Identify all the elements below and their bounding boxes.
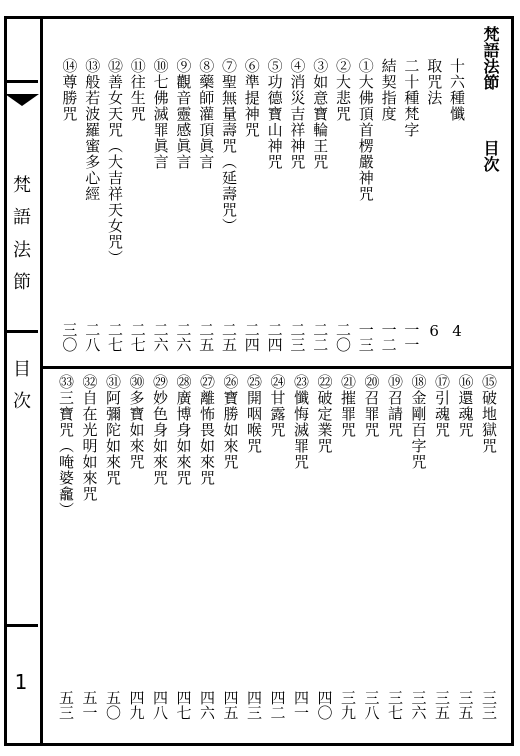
toc-entry[interactable] xyxy=(195,58,217,318)
toc-entry[interactable] xyxy=(58,58,80,318)
toc-entry[interactable] xyxy=(126,374,148,674)
toc-entry-title: ㉙妙色身如來咒 xyxy=(151,374,169,486)
toc-entry-title: ⑭尊勝咒 xyxy=(60,58,79,122)
toc-page-number: 四三 xyxy=(245,690,263,720)
toc-entry-title: ⑤功德寶山神咒 xyxy=(265,58,284,170)
toc-page-number: 三七 xyxy=(386,690,404,720)
toc-page-number: 四七 xyxy=(174,690,193,720)
toc-entry-title: 十六種懺 xyxy=(448,58,466,122)
toc-page-number: 一三 xyxy=(356,322,375,352)
toc-entry-title: ④消災吉祥神咒 xyxy=(288,58,307,170)
toc-page-number: 五一 xyxy=(80,690,99,720)
toc-page-number: 二〇 xyxy=(334,322,352,352)
toc-page-number: 4 xyxy=(448,322,466,340)
toc-page-number: 二七 xyxy=(106,322,124,352)
toc-page-number: 三〇 xyxy=(60,322,79,352)
toc-page-number: 二六 xyxy=(151,322,170,352)
toc-entry[interactable] xyxy=(102,374,124,674)
toc-entry-title: ㉜自在光明如來咒 xyxy=(80,374,99,502)
margin-bar-top xyxy=(6,80,38,83)
toc-entry-title: ①大佛頂首楞嚴神咒 xyxy=(356,58,375,202)
toc-entry-title: ⑨觀音靈感眞言 xyxy=(174,58,193,170)
margin-divider xyxy=(40,16,43,746)
toc-page-number: 6 xyxy=(425,322,444,340)
toc-entry-title: ⑯還魂咒 xyxy=(456,374,475,438)
toc-entry[interactable] xyxy=(55,374,77,674)
toc-entry-title: ⑧藥師灌頂眞言 xyxy=(197,58,216,170)
toc-entry[interactable] xyxy=(355,58,377,318)
toc-entry-title: ⑱金剛百字咒 xyxy=(409,374,428,470)
toc-entry-title: ㉚多寶如來咒 xyxy=(127,374,146,470)
toc-entry-title: ⑰引魂咒 xyxy=(433,374,451,438)
toc-page-number: 一一 xyxy=(402,322,421,352)
margin-bar-mid xyxy=(6,330,38,333)
toc-entry[interactable] xyxy=(220,374,242,674)
toc-entry-title: ⑮破地獄咒 xyxy=(480,374,498,454)
toc-entry-title: ⑥準提神咒 xyxy=(242,58,261,138)
toc-page-number: 一二 xyxy=(379,322,398,352)
toc-entry[interactable] xyxy=(149,374,171,674)
toc-page-number: 二八 xyxy=(83,322,102,352)
toc-page-number: 四九 xyxy=(127,690,146,720)
toc-entry[interactable] xyxy=(384,374,406,674)
toc-entry[interactable] xyxy=(400,58,422,318)
toc-entry[interactable] xyxy=(264,58,286,318)
toc-entry-title: ②大悲咒 xyxy=(334,58,352,122)
toc-entry[interactable] xyxy=(314,374,336,674)
toc-entry[interactable] xyxy=(431,374,453,674)
toc-entry-title: ㉖寶勝如來咒 xyxy=(221,374,240,470)
toc-entry[interactable] xyxy=(218,58,240,318)
toc-page-number: 三六 xyxy=(409,690,428,720)
margin-section-title: 目次 xyxy=(13,359,31,413)
toc-entry-title: ㉒破定業咒 xyxy=(315,374,334,454)
toc-entry[interactable] xyxy=(286,58,308,318)
toc-page-number: 二四 xyxy=(265,322,284,352)
toc-entry-title: ⑦聖無量壽咒（延壽咒） xyxy=(220,58,238,234)
section-divider xyxy=(40,366,514,369)
margin-bar-bottom xyxy=(6,624,38,627)
book-heading: 梵語法節 xyxy=(481,26,500,90)
toc-entry[interactable] xyxy=(361,374,383,674)
toc-entry[interactable] xyxy=(290,374,312,674)
toc-entry-title: ⑪往生咒 xyxy=(128,58,147,122)
toc-entry-title: ㉗離怖畏如來咒 xyxy=(198,374,216,486)
toc-page-number: 五三 xyxy=(57,690,75,720)
toc-page-number: 二五 xyxy=(197,322,216,352)
toc-entry-title: 結契指度 xyxy=(379,58,398,122)
toc-page-number: 二三 xyxy=(288,322,307,352)
toc-page-number: 四五 xyxy=(221,690,240,720)
toc-entry[interactable] xyxy=(243,374,265,674)
toc-entry[interactable] xyxy=(267,374,289,674)
toc-entry[interactable] xyxy=(378,58,400,318)
toc-heading: 目次 xyxy=(481,140,500,172)
toc-entry-title: ⑲召請咒 xyxy=(386,374,404,438)
toc-page-number: 四一 xyxy=(292,690,310,720)
toc-entry-title: ㉑摧罪咒 xyxy=(339,374,357,438)
toc-entry[interactable] xyxy=(173,374,195,674)
toc-entry[interactable] xyxy=(150,58,172,318)
toc-entry-title: ⑳召罪咒 xyxy=(362,374,381,438)
toc-entry[interactable] xyxy=(332,58,354,318)
toc-page-number: 四二 xyxy=(268,690,287,720)
toc-entry-title: ㉔甘露咒 xyxy=(268,374,287,438)
toc-entry[interactable] xyxy=(423,58,445,318)
toc-page-number: 三八 xyxy=(362,690,381,720)
toc-page-number: 三三 xyxy=(480,690,498,720)
toc-entry-title: ⑫善女天咒（大吉祥天女咒） xyxy=(106,58,124,266)
toc-page-number: 四八 xyxy=(151,690,169,720)
toc-entry-title: ㉓懺悔滅罪咒 xyxy=(292,374,310,470)
toc-entry[interactable] xyxy=(79,374,101,674)
toc-entry[interactable] xyxy=(81,58,103,318)
toc-entry-title: ㉛阿彌陀如來咒 xyxy=(104,374,122,486)
toc-entry[interactable] xyxy=(408,374,430,674)
toc-entry-title: ㉕開咽喉咒 xyxy=(245,374,263,454)
toc-entry[interactable] xyxy=(196,374,218,674)
toc-entry[interactable] xyxy=(104,58,126,318)
toc-entry[interactable] xyxy=(478,374,500,674)
toc-entry[interactable] xyxy=(455,374,477,674)
toc-page-number: 三五 xyxy=(433,690,451,720)
toc-page-number: 三五 xyxy=(456,690,475,720)
toc-entry[interactable] xyxy=(127,58,149,318)
toc-entry-title: ⑩七佛滅罪眞言 xyxy=(151,58,170,170)
toc-page-number: 二二 xyxy=(311,322,330,352)
margin-book-title: 梵語法節 xyxy=(13,175,31,294)
toc-entry[interactable] xyxy=(172,58,194,318)
toc-entry[interactable] xyxy=(241,58,263,318)
toc-page-number: 五〇 xyxy=(104,690,122,720)
toc-page-number: 三九 xyxy=(339,690,357,720)
toc-entry-title: 取咒法 xyxy=(425,58,444,106)
toc-entry-title: ㉝三寶咒（唵婆龕） xyxy=(57,374,75,518)
toc-entry-title: ⑬般若波羅蜜多心經 xyxy=(83,58,102,202)
toc-entry-title: ③如意寶輪王咒 xyxy=(311,58,330,170)
toc-entry-title: 二十種梵字 xyxy=(402,58,421,138)
toc-entry[interactable] xyxy=(446,58,468,318)
margin-page-number: 1 xyxy=(14,670,28,694)
toc-page-number: 二五 xyxy=(220,322,238,352)
toc-page-number: 四六 xyxy=(198,690,216,720)
margin-pointer-icon xyxy=(5,94,39,106)
toc-entry-title: ㉘廣博身如來咒 xyxy=(174,374,193,486)
toc-page-number: 二七 xyxy=(128,322,147,352)
toc-page-number: 四〇 xyxy=(315,690,334,720)
toc-entry[interactable] xyxy=(309,58,331,318)
toc-entry[interactable] xyxy=(337,374,359,674)
toc-page-number: 二四 xyxy=(242,322,261,352)
toc-page-number: 二六 xyxy=(174,322,193,352)
